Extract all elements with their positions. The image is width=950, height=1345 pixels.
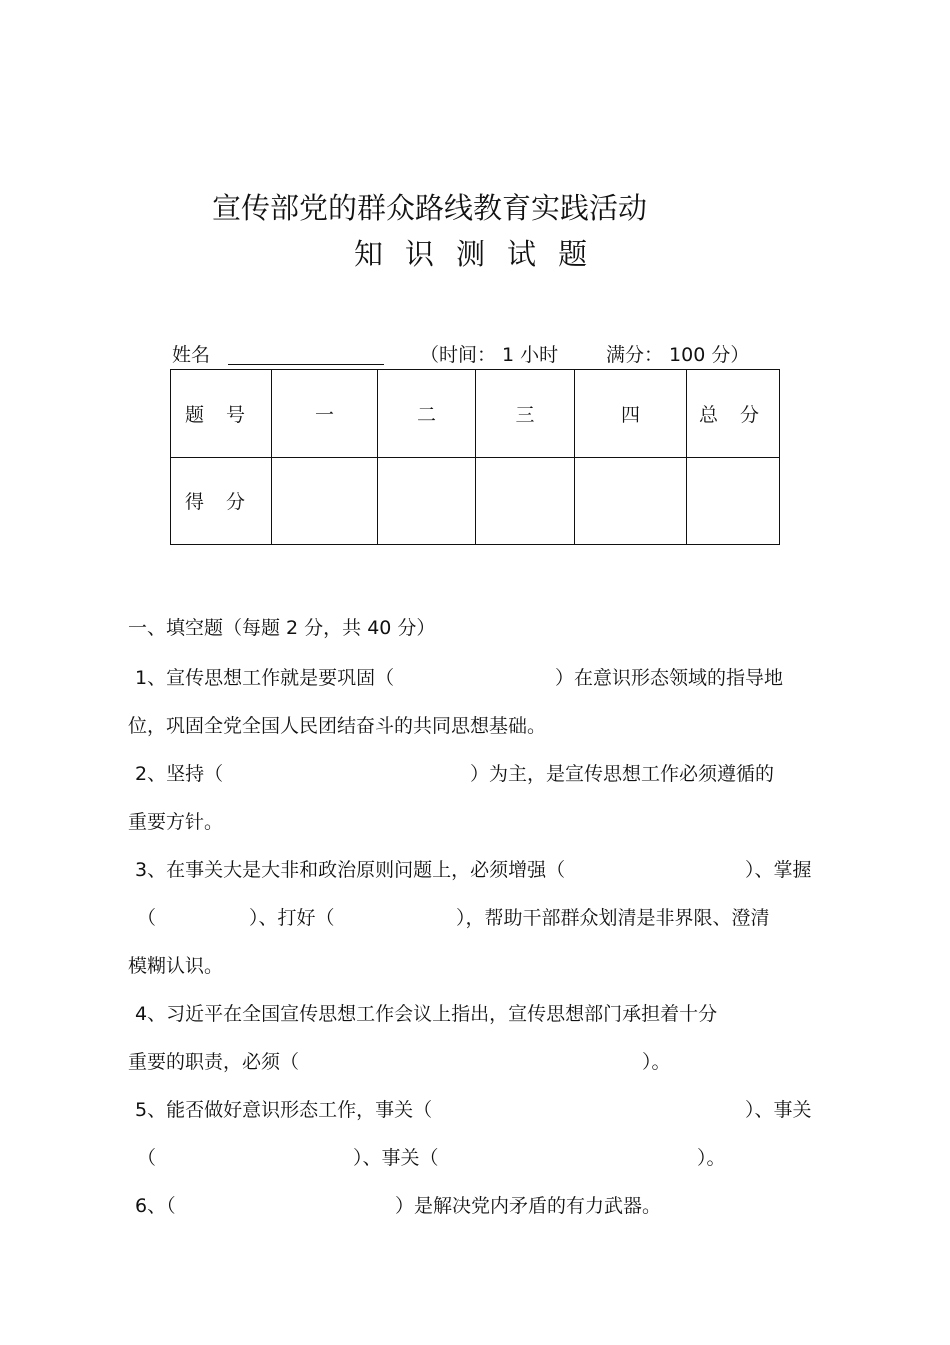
time-info: （时间： 1 小时 [420, 344, 559, 366]
document-subtitle [354, 232, 587, 273]
question-text: 2、坚持（ [135, 763, 224, 785]
question-text: 重要的职责，必须（ [128, 1051, 300, 1073]
subtitle-char: 题 [558, 237, 588, 271]
table-row [171, 370, 780, 458]
question-text: ）、事关（ [353, 1147, 439, 1169]
score-info: 满分： 100 分） [606, 344, 750, 366]
section-heading: 一、填空题（每题 2 分，共 40 分） [128, 617, 436, 639]
question-text: 5、能否做好意识形态工作，事关（ [135, 1099, 433, 1121]
subtitle-char: 识 [405, 237, 435, 271]
question-text: ）、事关 [745, 1099, 812, 1121]
table-header-cell: 总 分 [687, 370, 780, 458]
table-cell [687, 457, 780, 545]
question-text: 6、（ [135, 1195, 176, 1217]
table-cell [476, 457, 575, 545]
table-cell [575, 457, 687, 545]
question-text: ）为主，是宣传思想工作必须遵循的 [470, 763, 775, 785]
question-text: （ [137, 907, 157, 929]
table-header-cell: 一 [272, 370, 378, 458]
score-table [170, 369, 780, 545]
question-text: ），帮助干部群众划清是非界限、澄清 [456, 907, 770, 929]
question-text: 重要方针。 [128, 811, 224, 833]
table-header-cell: 四 [575, 370, 687, 458]
name-label: 姓名 [172, 344, 211, 366]
question-text: 位，巩固全党全国人民团结奋斗的共同思想基础。 [128, 715, 547, 737]
question-text: 3、在事关大是大非和政治原则问题上，必须增强（ [135, 859, 566, 881]
question-text: ）、掌握 [745, 859, 812, 881]
question-text: ）在意识形态领域的指导地 [555, 667, 784, 689]
question-text: 模糊认识。 [128, 955, 224, 977]
table-header-cell: 三 [476, 370, 575, 458]
table-cell [272, 457, 378, 545]
table-header-cell: 题 号 [171, 370, 272, 458]
question-text: ）。 [697, 1147, 726, 1169]
name-blank-line [228, 364, 384, 365]
table-cell [378, 457, 476, 545]
document-title: 宣传部党的群众路线教育实践活动 [212, 191, 648, 225]
question-text: ）、打好（ [249, 907, 335, 929]
table-row [171, 457, 780, 545]
table-header-cell: 二 [378, 370, 476, 458]
subtitle-char: 测 [456, 237, 486, 271]
question-text: ）。 [642, 1051, 671, 1073]
subtitle-char: 知 [354, 237, 384, 271]
table-row-label: 得 分 [171, 457, 272, 545]
question-text: （ [137, 1147, 157, 1169]
question-text: 1、宣传思想工作就是要巩固（ [135, 667, 395, 689]
question-text: ）是解决党内矛盾的有力武器。 [395, 1195, 662, 1217]
question-text: 4、习近平在全国宣传思想工作会议上指出，宣传思想部门承担着十分 [135, 1003, 718, 1025]
subtitle-char: 试 [507, 237, 537, 271]
